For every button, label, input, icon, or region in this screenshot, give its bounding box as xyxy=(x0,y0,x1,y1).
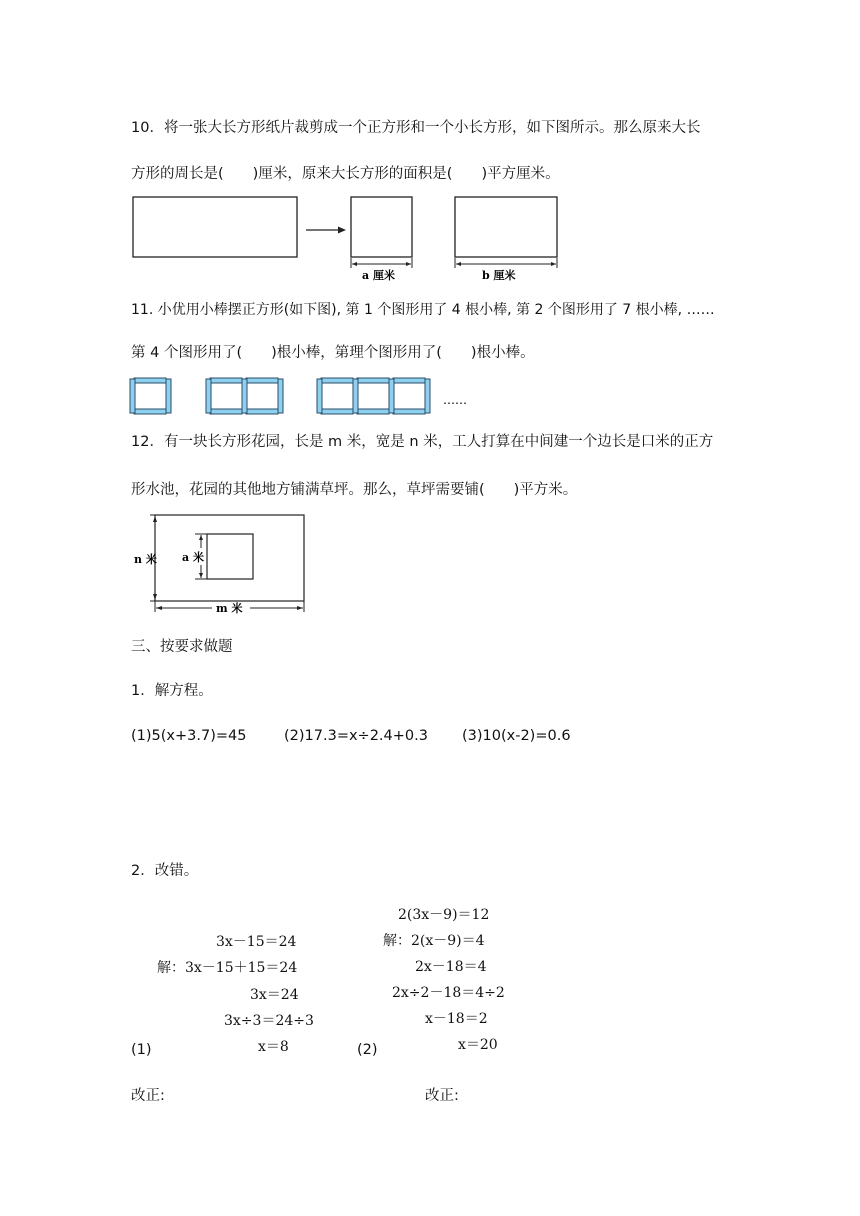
stick-vertical xyxy=(130,379,135,413)
q11-line2: 第 4 个图形用了( )根小棒，第理个图形用了( )根小棒。 xyxy=(131,345,535,361)
q11-line1: 11. 小优用小棒摆正方形(如下图), 第 1 个图形用了 4 根小棒, 第 2 个图形用了 7 根小棒, …… xyxy=(131,302,715,318)
left-step-5: x＝8 xyxy=(258,1039,289,1055)
right-equation: 2(3x－9)＝12 xyxy=(398,907,490,923)
left-step-4: 3x÷3＝24÷3 xyxy=(224,1013,314,1029)
right-step-1: 解：2(x－9)＝4 xyxy=(383,933,485,949)
equation-1: (1)5(x+3.7)=45 xyxy=(131,728,247,744)
q12-line2: 形水池，花园的其他地方铺满草坪。那么，草坪需要铺( )平方米。 xyxy=(131,482,578,498)
q12-label-n: n 米 xyxy=(134,553,157,566)
stick-horizontal xyxy=(393,378,425,383)
q11-figure xyxy=(130,374,480,422)
right-step-5: x＝20 xyxy=(458,1037,498,1053)
stick-vertical xyxy=(278,379,283,413)
left-step-2: 解：3x－15＋15＝24 xyxy=(157,960,298,976)
right-step-4: x－18＝2 xyxy=(425,1011,488,1027)
stick-vertical xyxy=(206,379,211,413)
correction-left-label: 改正: xyxy=(131,1088,165,1104)
right-problem-number: (2) xyxy=(357,1042,378,1058)
stick-horizontal xyxy=(246,378,278,383)
stick-horizontal xyxy=(357,409,389,414)
stick-vertical xyxy=(242,379,247,413)
q12-label-a: a 米 xyxy=(182,551,204,564)
stick-horizontal xyxy=(321,409,353,414)
left-step-1: 3x－15＝24 xyxy=(216,934,297,950)
q10-figure xyxy=(130,192,570,284)
stick-horizontal xyxy=(134,378,166,383)
equation-3: (3)10(x-2)=0.6 xyxy=(462,728,571,744)
q10-line1: 10．将一张大长方形纸片裁剪成一个正方形和一个小长方形，如下图所示。那么原来大长 xyxy=(131,120,701,136)
q10-label-b: b 厘米 xyxy=(482,269,516,282)
q12-figure xyxy=(130,512,310,617)
sticks-ellipsis: …… xyxy=(443,393,467,407)
left-problem-number: (1) xyxy=(131,1042,152,1058)
part1-title: 1．解方程。 xyxy=(131,683,213,699)
q10-label-a: a 厘米 xyxy=(362,269,395,282)
left-step-3: 3x＝24 xyxy=(250,987,299,1003)
stick-horizontal xyxy=(357,378,389,383)
part2-title: 2．改错。 xyxy=(131,863,199,879)
right-step-2: 2x－18＝4 xyxy=(415,959,487,975)
q12-line1: 12．有一块长方形花园，长是 m 米，宽是 n 米，工人打算在中间建一个边长是口米的正方 xyxy=(131,434,714,450)
stick-horizontal xyxy=(210,378,242,383)
equation-2: (2)17.3=x÷2.4+0.3 xyxy=(284,728,428,744)
q12-label-m: m 米 xyxy=(216,602,243,615)
right-step-3: 2x÷2－18＝4÷2 xyxy=(392,985,505,1001)
stick-vertical xyxy=(353,379,358,413)
stick-vertical xyxy=(166,379,171,413)
q10-line2: 方形的周长是( )厘米，原来大长方形的面积是( )平方厘米。 xyxy=(131,166,560,182)
stick-horizontal xyxy=(393,409,425,414)
stick-horizontal xyxy=(210,409,242,414)
stick-horizontal xyxy=(134,409,166,414)
stick-horizontal xyxy=(321,378,353,383)
stick-vertical xyxy=(389,379,394,413)
stick-horizontal xyxy=(246,409,278,414)
section3-title: 三、按要求做题 xyxy=(131,639,233,655)
correction-right-label: 改正: xyxy=(425,1088,459,1104)
stick-vertical xyxy=(425,379,430,413)
stick-vertical xyxy=(317,379,322,413)
